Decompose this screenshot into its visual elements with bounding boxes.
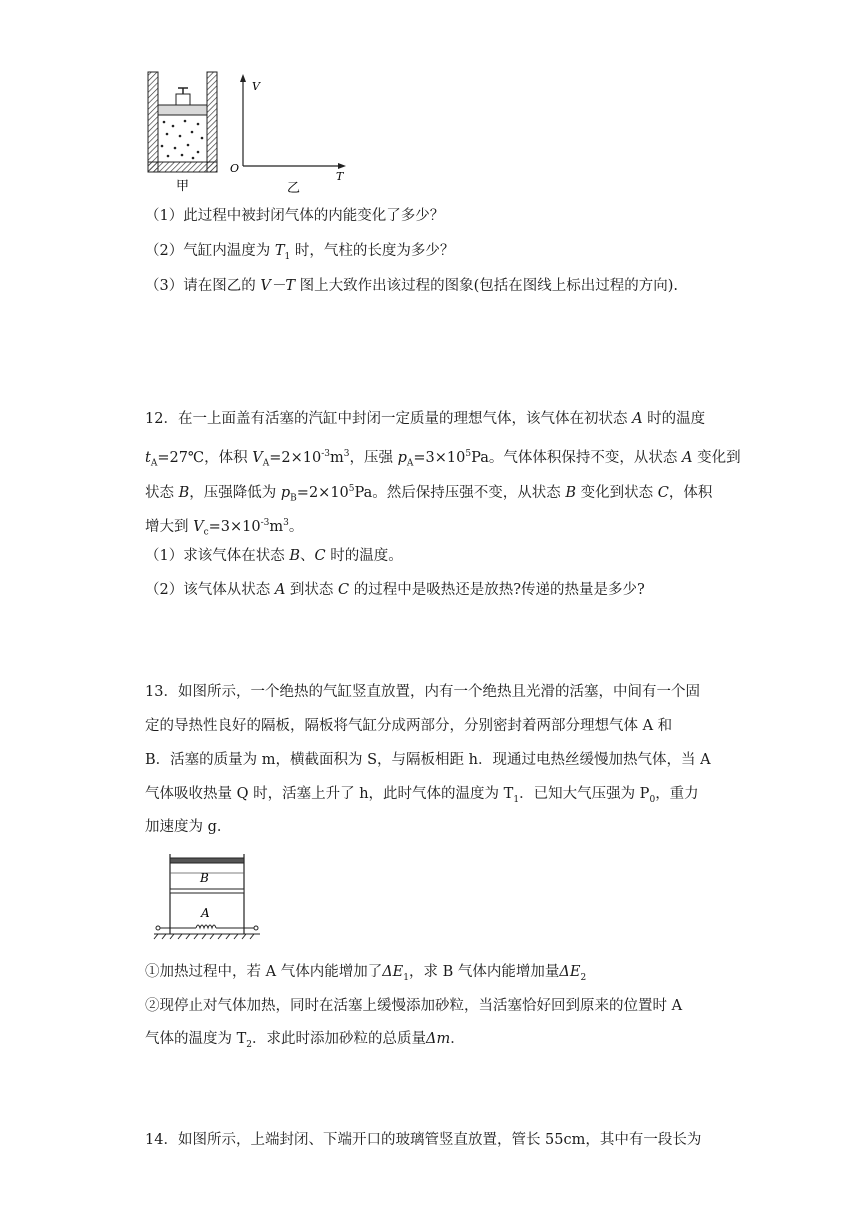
figure-cylinder-ab [150,848,266,942]
label-b: B [200,871,209,885]
q12-sub1: （1）求该气体在状态 B、C 时的温度。 [145,548,403,564]
q12-line2: $t_A=27℃$，体积 $V_A=2\times 10^{-3}m^3$，压强 $p_A=3\times 10^5Pa$。气体体积保持不变，从状态 A 变化到 [145,449,741,469]
q13-sub2-line1: ②现停止对气体加热，同时在活塞上缓慢添加砂粒，当活塞恰好回到原来的位置时 A [145,998,683,1014]
axis-v-label: V [252,80,260,93]
axis-origin-label: O [230,162,240,175]
q12-line1: 12．在一上面盖有活塞的汽缸中封闭一定质量的理想气体，该气体在初状态 A 时的温度 [145,411,706,427]
q11-part1: （1）此过程中被封闭气体的内能变化了多少？ [145,208,445,224]
partition [170,889,244,893]
q13-line1: 13．如图所示，一个绝热的气缸竖直放置，内有一个绝热且光滑的活塞，中间有一个固 [145,684,700,700]
q12-line3: 状态 B，压强降低为 $p_B=2\times 10^5Pa$。然后保持压强不变，从状态 B 变化到状态 C，体积 [145,484,713,504]
q13-line3: B．活塞的质量为 m，横截面积为 S，与隔板相距 h．现通过电热丝缓慢加热气体，当 A [145,752,711,768]
q12-line4: 增大到 $V_c=3\times 10^{-3}m^3$。 [145,518,304,538]
q12-sub2: （2）该气体从状态 A 到状态 C 的过程中是吸热还是放热?传递的热量是多少? [145,582,645,598]
q14-line1: 14．如图所示，上端封闭、下端开口的玻璃管竖直放置，管长 55cm，其中有一段长为 [145,1132,702,1148]
figure-cylinder-and-vt-axes [140,66,360,196]
cylinder-walls [170,854,244,934]
label-jia: 甲 [176,179,190,194]
heating-wire [156,925,258,930]
label-yi: 乙 [287,181,301,196]
q13-sub2-line2: 气体的温度为 $T_2$．求此时添加砂粒的总质量Δm． [145,1031,465,1050]
q11-part2: （2）气缸内温度为 $T_1$ 时，气柱的长度为多少？ [145,243,455,262]
cylinder-jia [148,72,217,172]
piston [170,858,244,863]
q11-part3: （3）请在图乙的 V－T 图上大致作出该过程的图象(包括在图线上标出过程的方向). [145,278,679,294]
q13-line2: 定的导热性良好的隔板，隔板将气缸分成两部分，分别密封着两部分理想气体 A 和 [145,718,673,734]
label-a: A [201,906,210,920]
q13-line5: 加速度为 g． [145,819,232,835]
axis-t-label: T [336,170,344,183]
q13-line4: 气体吸收热量 Q 时，活塞上升了 h，此时气体的温度为 $T_1$．已知大气压强为 $P_0$，重力 [145,786,699,805]
ground [154,934,260,939]
q13-sub1: ①加热过程中，若 A 气体内能增加了$\Delta E_1$，求 B 气体内能增加量$\Delta E_2$ [145,964,587,983]
